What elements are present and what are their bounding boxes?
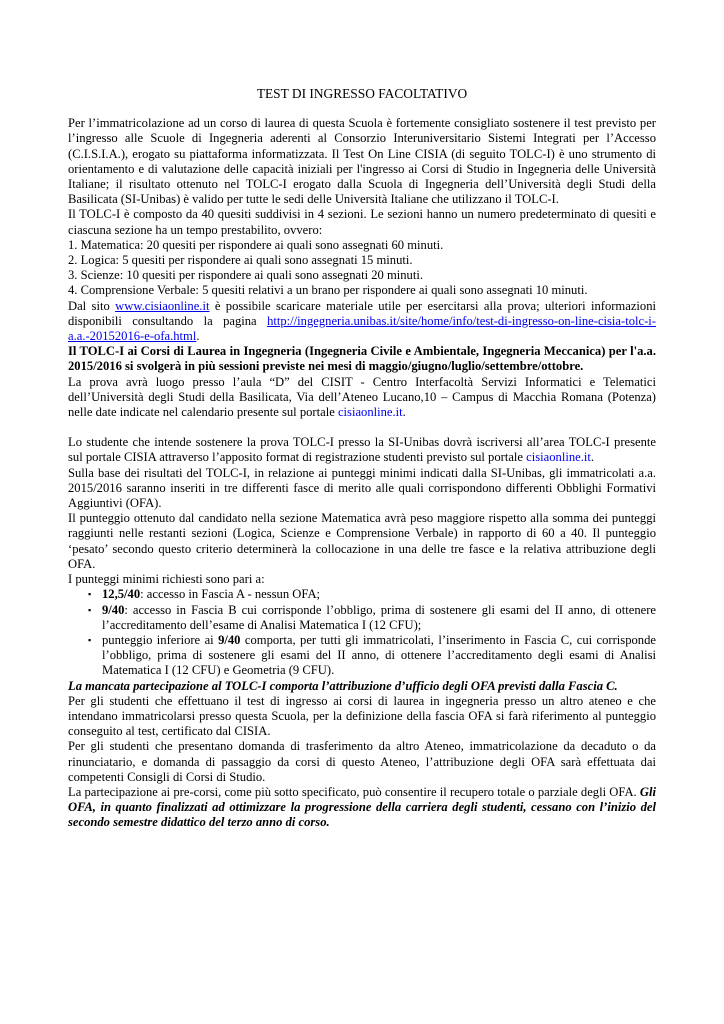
cisia-site-link[interactable]: www.cisiaonline.it (115, 298, 210, 313)
location-text-end: . (402, 405, 406, 420)
document-page (68, 86, 656, 831)
page-title: TEST DI INGRESSO FACOLTATIVO (256, 86, 468, 101)
minimum-scores-intro: I punteggi minimi richiesti sono pari a: (68, 572, 265, 587)
section-item: 3. Scienze: 10 quesiti per rispondere ai quali sono assegnati 20 minuti. (68, 268, 423, 283)
list-item (68, 633, 656, 679)
other-ateneo-paragraph: Per gli studenti che effettuano il test di ingresso ai corsi di laurea in ingegneria presso un altro ateneo e che intendano immatricolarsi presso questa Scuola, per la definizione della fascia OFA si farà riferimento al punteggio conseguito al test, certificato dal CISIA. (68, 693, 656, 739)
section-item: 2. Logica: 5 quesiti per rispondere ai quali sono assegnati 15 minuti. (68, 253, 413, 268)
weighting-paragraph: Il punteggio ottenuto dal candidato nella sezione Matematica avrà peso maggiore rispetto alla somma dei punteggi raggiunti nelle restanti sezioni (Logica, Scienze e Comprensione Verbale) in rapporto di 60 a 40. Il punteggio ‘pesato’ secondo questo criterio determinerà la collocazione in una delle tre fasce e la relativa attribuzione degli OFA. (68, 511, 656, 571)
score-value: 12,5/40 (102, 587, 141, 602)
materials-paragraph (68, 299, 656, 345)
score-value: 9/40 (102, 602, 125, 617)
bullet-marker: ▪ (88, 589, 92, 600)
registration-paragraph (68, 435, 656, 465)
sessions-paragraph (68, 344, 656, 374)
bullet-marker: ▪ (88, 604, 92, 615)
paragraph-gap (68, 420, 656, 435)
bullet-marker: ▪ (88, 634, 92, 645)
materials-text-start: Dal sito (68, 298, 116, 313)
section-item: 4. Comprensione Verbale: 5 quesiti relativi a un brano per rispondere ai quali sono assegnati 10 minuti. (68, 283, 588, 298)
score-value: 9/40 (218, 632, 241, 647)
tolc-structure-paragraph: Il TOLC-I è composto da 40 quesiti suddivisi in 4 sezioni. Le sezioni hanno un numero predeterminato di quesiti e ciascuna sezione ha un tempo prestabilito, ovvero: (68, 207, 656, 237)
intro-paragraph: Per l’immatricolazione ad un corso di laurea di questa Scuola è fortemente consigliato sostenere il test previsto per l’ingresso alle Scuole di Ingegneria aderenti al Consorzio Interuniversitario Sistemi Integrati per l’Accesso (C.I.S.I.A.), erogato su piattaforma informatizzata. Il Test On Line CISIA (di seguito TOLC-I) è uno strumento di orientamento e di valutazione delle capacità iniziali per l'ingresso ai Corsi di Studio in Ingegneria delle Università Italiane; il risultato ottenuto nel TOLC-I erogato dalla Scuola di Ingegneria dell’Università degli Studi della Basilicata (SI-Unibas) è valido per tutte le sedi delle Università Italiane che utilizzano il TOLC-I. (68, 116, 656, 207)
section-item: 1. Matematica: 20 quesiti per rispondere ai quali sono assegnati 60 minuti. (68, 237, 444, 252)
registration-text-end: . (590, 450, 595, 465)
merit-bands-paragraph: Sulla base dei risultati del TOLC-I, in relazione ai punteggi minimi indicati dalla SI-Unibas, gli immatricolati a.a. 2015/2016 saranno inseriti in tre differenti fasce di merito alle quali corrispondono differenti Obblighi Formativi Aggiuntivi (OFA). (68, 465, 656, 511)
registration-text: Lo studente che intende sostenere la prova TOLC-I presso la SI-Unibas dovrà iscriversi all’area TOLC-I presente sul portale CISIA attraverso l’apposito format di registrazione studenti previsto sul portale (68, 435, 656, 465)
precourses-paragraph (68, 785, 656, 831)
list-item (68, 587, 656, 602)
unibas-info-link[interactable]: http://ingegneria.unibas.it/site/home/info/test-di-ingresso-on-line-cisia-tolc-i-a.a.-20152016-e-ofa.html (68, 313, 656, 344)
bullet-text: : accesso in Fascia B cui corrisponde l’obbligo, prima di sostenere gli esami del II anno, di ottenere l’accreditamento dell’esame di Analisi Matematica I (12 CFU); (102, 602, 656, 632)
scores-list (68, 587, 656, 678)
precourses-text: La partecipazione ai pre-corsi, come più sotto specificato, può consentire il recupero totale o parziale degli OFA. (68, 784, 640, 799)
sessions-text: Il TOLC-I ai Corsi di Laurea in Ingegneria (Ingegneria Civile e Ambientale, Ingegneria Meccanica) per l'a.a. 2015/2016 si svolgerà in più sessioni previste nei mesi di maggio/giugno/luglio/settembre/ottobre. (68, 344, 656, 374)
ofa-notice: La mancata partecipazione al TOLC-I comporta l’attribuzione d’ufficio degli OFA previsti dalla Fascia C. (68, 678, 618, 693)
materials-text-end: . (196, 329, 200, 344)
transfer-paragraph: Per gli studenti che presentano domanda di trasferimento da altro Ateneo, immatricolazione da decaduto o da rinunciatario, e domanda di passaggio da corsi di questo Ateneo, l’attribuzione degli OFA sarà effettuata dai competenti Consigli di Corsi di Studio. (68, 739, 656, 784)
bullet-text: comporta, per tutti gli immatricolati, l’inserimento in Fascia C, cui corrisponde l’obbligo, prima di sostenere gli esami del II anno, di ottenere l’accreditamento degli esami di Analisi Matematica I (12 CFU) e Geometria (9 CFU). (102, 632, 656, 678)
ofa-expiry-text: Gli OFA, in quanto finalizzati ad ottimizzare la progressione della carriera degli studenti, cessano con l’inizio del secondo semestre didattico del terzo anno di corso. (68, 784, 656, 830)
list-item (68, 603, 656, 633)
bullet-text: : accesso in Fascia A - nessun OFA; (140, 587, 321, 602)
cisiaonline-link[interactable]: cisiaonline.it (337, 405, 403, 420)
cisiaonline-portal-link[interactable]: cisiaonline.it (526, 450, 591, 465)
materials-text-middle: è possibile scaricare materiale utile per esercitarsi alla prova; ulteriori informazioni disponibili consultando la pagina (68, 298, 656, 328)
location-text: La prova avrà luogo presso l’aula “D” del CISIT - Centro Interfacoltà Servizi Informatici e Telematici dell’Università degli Studi della Basilicata, Via dell’Ateneo Lucano,10 – Campus di Macchia Romana (Potenza) nelle date indicate nel calendario presente sul portale (68, 374, 656, 420)
location-paragraph (68, 375, 656, 421)
bullet-text-start: punteggio inferiore ai (102, 632, 219, 647)
